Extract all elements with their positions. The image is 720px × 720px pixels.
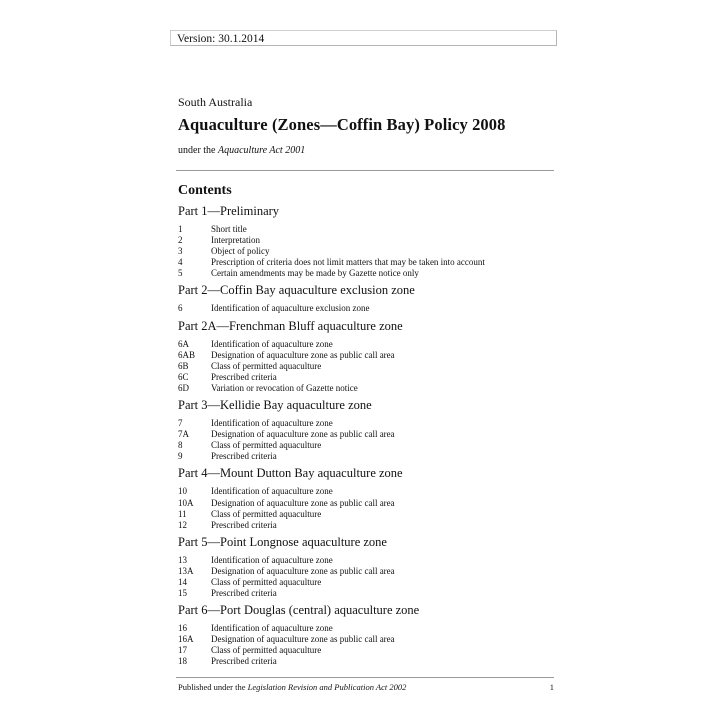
section-number: 6A	[178, 338, 189, 349]
version-label: Version: 30.1.2014	[170, 30, 557, 46]
toc-entry[interactable]	[178, 498, 558, 509]
jurisdiction: South Australia	[178, 95, 253, 109]
section-number: 6AB	[178, 349, 196, 360]
part-heading[interactable]: Part 2A—Frenchman Bluff aquaculture zone	[178, 318, 403, 333]
published-under	[178, 682, 406, 692]
part-items	[178, 303, 558, 314]
section-number: 6	[178, 303, 183, 314]
section-number: 13	[178, 554, 187, 565]
toc-entry[interactable]	[178, 577, 558, 588]
section-number: 10A	[178, 497, 194, 508]
part-heading[interactable]: Part 5—Point Longnose aquaculture zone	[178, 534, 387, 549]
published-act: Legislation Revision and Publication Act 2002	[247, 682, 407, 692]
toc-entry[interactable]	[178, 303, 558, 314]
section-number: 12	[178, 519, 187, 530]
title-divider	[176, 170, 554, 171]
part-items	[178, 486, 558, 530]
page-number: 1	[549, 682, 554, 692]
section-number: 15	[178, 588, 187, 599]
published-prefix: Published under the	[178, 682, 248, 692]
part-heading[interactable]: Part 1—Preliminary	[178, 204, 280, 218]
section-title: Identification of aquaculture exclusion zone	[211, 303, 370, 314]
section-title: Class of permitted aquaculture	[211, 360, 322, 371]
part-items	[178, 555, 558, 599]
section-number: 11	[178, 508, 187, 519]
section-title: Interpretation	[211, 235, 260, 246]
section-number: 3	[178, 246, 183, 257]
section-title: Prescribed criteria	[211, 451, 277, 462]
toc-entry[interactable]	[178, 451, 558, 462]
section-number: 16A	[178, 634, 194, 645]
toc-entry[interactable]	[178, 509, 558, 520]
part-heading[interactable]: Part 4—Mount Dutton Bay aquaculture zone	[178, 466, 403, 481]
part-items	[178, 623, 558, 667]
section-title: Prescribed criteria	[211, 588, 277, 599]
section-title: Designation of aquaculture zone as public call area	[211, 634, 395, 645]
toc-entry[interactable]	[178, 520, 558, 531]
toc-entry[interactable]	[178, 555, 558, 566]
section-title: Class of permitted aquaculture	[211, 576, 322, 587]
section-title: Identification of aquaculture zone	[211, 486, 333, 497]
section-number: 6D	[178, 382, 189, 393]
section-number: 7A	[178, 429, 189, 440]
document-title: Aquaculture (Zones—Coffin Bay) Policy 2008	[178, 115, 506, 134]
part-items	[178, 418, 558, 462]
section-number: 18	[178, 656, 187, 667]
toc-entry[interactable]	[178, 224, 558, 235]
section-title: Short title	[211, 224, 247, 234]
toc-entry[interactable]	[178, 645, 558, 656]
toc-entry[interactable]	[178, 257, 558, 268]
toc-entry[interactable]	[178, 418, 558, 429]
toc-entry[interactable]	[178, 440, 558, 451]
contents-heading: Contents	[178, 183, 232, 198]
section-title: Designation of aquaculture zone as public call area	[211, 497, 395, 508]
section-title: Prescription of criteria does not limit matters that may be taken into account	[211, 257, 485, 268]
section-title: Class of permitted aquaculture	[211, 508, 322, 519]
section-number: 13A	[178, 565, 194, 576]
toc-entry[interactable]	[178, 268, 558, 279]
part-heading[interactable]: Part 2—Coffin Bay aquaculture exclusion zone	[178, 283, 415, 298]
part-items	[178, 224, 558, 279]
part-heading[interactable]: Part 6—Port Douglas (central) aquaculture zone	[178, 603, 420, 618]
section-title: Designation of aquaculture zone as public call area	[211, 349, 395, 360]
toc-entry[interactable]	[178, 383, 558, 394]
toc-entry[interactable]	[178, 623, 558, 634]
section-title: Designation of aquaculture zone as public call area	[211, 429, 395, 440]
toc-entry[interactable]	[178, 634, 558, 645]
section-title: Prescribed criteria	[211, 519, 277, 530]
section-title: Designation of aquaculture zone as public call area	[211, 565, 395, 576]
contents-list	[178, 203, 558, 671]
toc-entry[interactable]	[178, 566, 558, 577]
toc-entry[interactable]	[178, 588, 558, 599]
toc-entry[interactable]	[178, 372, 558, 383]
footer-divider	[176, 677, 554, 678]
section-number: 7	[178, 418, 183, 429]
section-number: 5	[178, 268, 183, 279]
toc-entry[interactable]	[178, 246, 558, 257]
section-number: 6B	[178, 360, 189, 371]
section-number: 14	[178, 576, 187, 587]
section-title: Prescribed criteria	[211, 371, 277, 382]
section-number: 16	[178, 623, 187, 634]
section-number: 17	[178, 645, 187, 656]
under-act-line	[178, 145, 305, 156]
section-title: Class of permitted aquaculture	[211, 645, 322, 656]
toc-entry[interactable]	[178, 429, 558, 440]
section-number: 4	[178, 257, 183, 268]
section-title: Object of policy	[211, 246, 270, 257]
toc-entry[interactable]	[178, 361, 558, 372]
part-heading[interactable]: Part 3—Kellidie Bay aquaculture zone	[178, 398, 372, 413]
section-title: Identification of aquaculture zone	[211, 418, 333, 429]
section-number: 8	[178, 440, 183, 451]
section-number: 9	[178, 451, 183, 462]
section-number: 10	[178, 486, 187, 497]
section-title: Identification of aquaculture zone	[211, 338, 333, 349]
section-title: Class of permitted aquaculture	[211, 440, 322, 451]
section-title: Prescribed criteria	[211, 656, 277, 667]
under-prefix: under the	[178, 145, 218, 156]
toc-entry[interactable]	[178, 235, 558, 246]
section-title: Identification of aquaculture zone	[211, 623, 333, 634]
section-number: 6C	[178, 371, 189, 382]
section-title: Certain amendments may be made by Gazette notice only	[211, 268, 419, 279]
section-number: 2	[178, 235, 183, 246]
toc-entry[interactable]	[178, 486, 558, 497]
section-number: 1	[178, 224, 183, 234]
toc-entry[interactable]	[178, 350, 558, 361]
under-act-name: Aquaculture Act 2001	[218, 145, 306, 156]
toc-entry[interactable]	[178, 656, 558, 667]
part-items	[178, 339, 558, 394]
page-footer	[178, 682, 554, 692]
section-title: Identification of aquaculture zone	[211, 554, 333, 565]
toc-entry[interactable]	[178, 339, 558, 350]
section-title: Variation or revocation of Gazette notice	[211, 382, 358, 393]
